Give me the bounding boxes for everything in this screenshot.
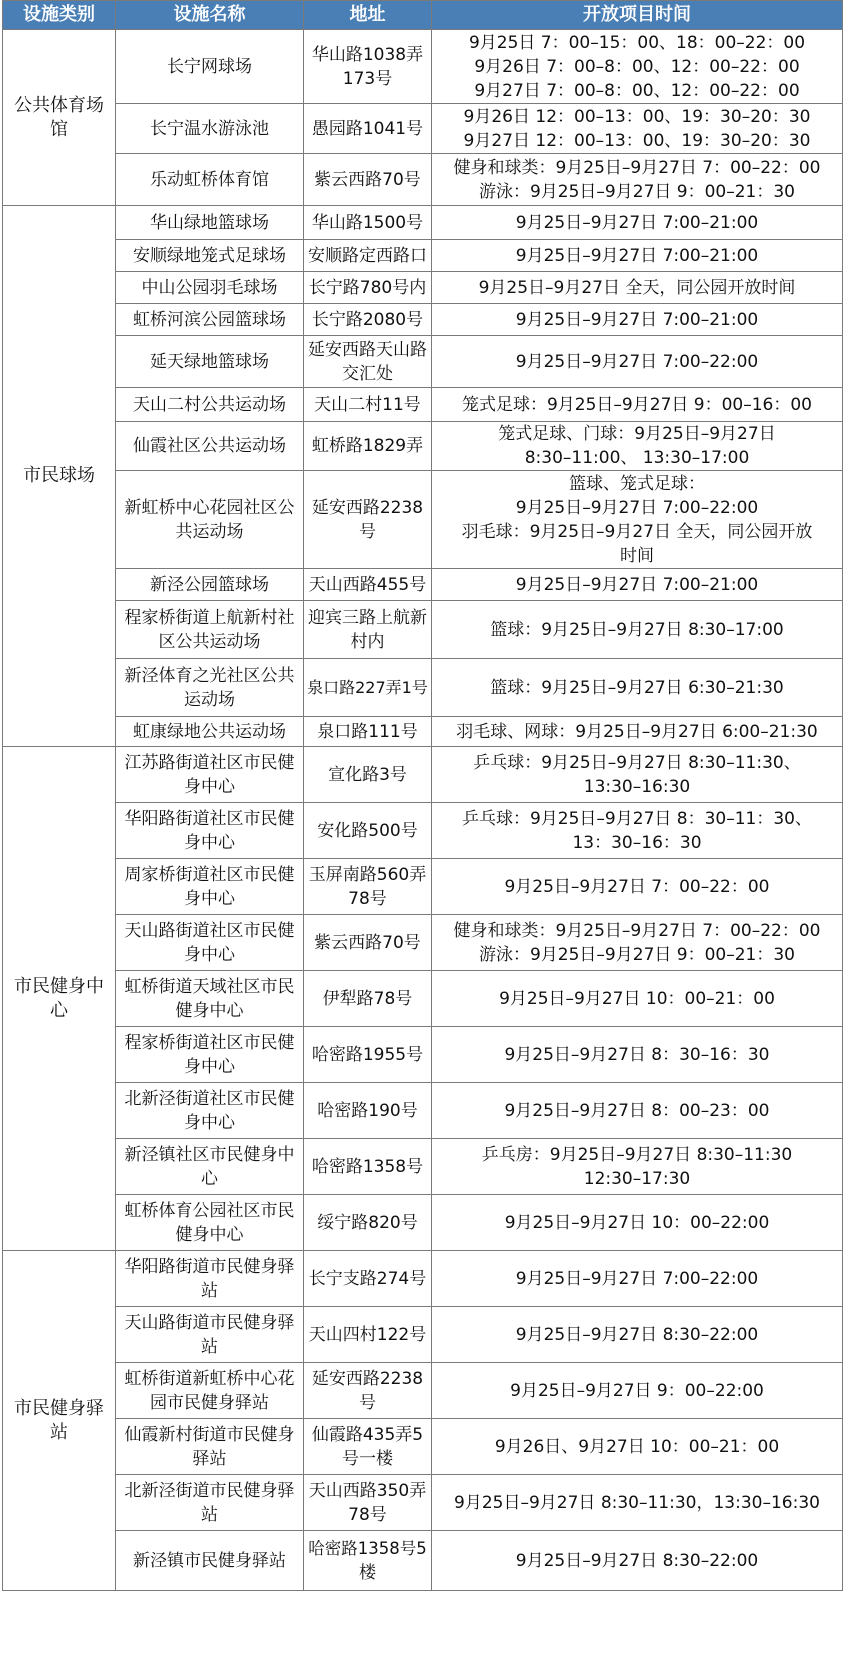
facility-hours xyxy=(432,1307,843,1363)
facility-hours xyxy=(432,1419,843,1475)
facility-name: 天山二村公共运动场 xyxy=(116,388,304,422)
facility-address xyxy=(304,1083,432,1139)
facility-hours xyxy=(432,601,843,659)
hours-line: 乒乓球：9月25日–9月27日 8：30–11：30、 xyxy=(461,808,812,829)
address-line: 华山路1500号 xyxy=(311,212,424,233)
facility-name: 虹康绿地公共运动场 xyxy=(116,717,304,747)
facility-name: 周家桥街道社区市民健身中心 xyxy=(116,859,304,915)
hours-line: 9月25日–9月27日 8:30–11:30，13:30–16:30 xyxy=(454,1492,820,1513)
facility-name: 程家桥街道上航新村社区公共运动场 xyxy=(116,601,304,659)
facility-name: 江苏路街道社区市民健身中心 xyxy=(116,747,304,803)
table-row xyxy=(3,154,843,206)
facility-name: 新泾镇社区市民健身中心 xyxy=(116,1139,304,1195)
facility-address xyxy=(304,154,432,206)
facility-hours xyxy=(432,717,843,747)
facility-name: 华阳路街道社区市民健身中心 xyxy=(116,803,304,859)
facility-address xyxy=(304,859,432,915)
address-line: 延安西路2238 xyxy=(311,497,424,518)
hours-line: 9月25日–9月27日 9：00–22:00 xyxy=(510,1380,764,1401)
facility-name: 新虹桥中心花园社区公共运动场 xyxy=(116,471,304,569)
facility-hours xyxy=(432,422,843,471)
table-row xyxy=(3,1419,843,1475)
table-row xyxy=(3,717,843,747)
hours-line: 9月25日–9月27日 7:00–21:00 xyxy=(515,309,759,330)
address-line: 天山西路455号 xyxy=(308,574,427,595)
facility-hours xyxy=(432,206,843,240)
address-line: 交汇处 xyxy=(342,363,393,384)
facility-address xyxy=(304,1419,432,1475)
facility-hours xyxy=(432,104,843,154)
header-name: 设施名称 xyxy=(116,1,304,30)
hours-line: 篮球：9月25日–9月27日 8:30–17:00 xyxy=(490,619,784,640)
table-row xyxy=(3,747,843,803)
facility-hours xyxy=(432,272,843,304)
facility-address xyxy=(304,1251,432,1307)
facility-name: 虹桥河滨公园篮球场 xyxy=(116,304,304,336)
facility-address xyxy=(304,569,432,601)
address-line: 延安西路2238 xyxy=(311,1368,424,1389)
facility-hours xyxy=(432,30,843,104)
hours-line: 8:30–11:00、 13:30–17:00 xyxy=(524,448,750,468)
facility-hours xyxy=(432,859,843,915)
hours-line: 9月25日–9月27日 7:00–21:00 xyxy=(515,245,759,266)
address-line: 天山二村11号 xyxy=(314,394,421,415)
address-line: 号 xyxy=(359,1392,376,1413)
facility-name: 仙霞社区公共运动场 xyxy=(116,422,304,471)
facility-hours xyxy=(432,803,843,859)
header-address: 地址 xyxy=(304,1,432,30)
table-header-row xyxy=(3,1,843,30)
hours-line: 健身和球类：9月25日–9月27日 7：00–22：00 xyxy=(453,920,821,941)
table-row xyxy=(3,569,843,601)
hours-line: 13:30–16:30 xyxy=(583,776,691,797)
address-line: 哈密路1955号 xyxy=(311,1044,424,1065)
header-category: 设施类别 xyxy=(3,1,116,30)
table-row xyxy=(3,1251,843,1307)
facility-address xyxy=(304,601,432,659)
table-row xyxy=(3,915,843,971)
facility-name: 新泾公园篮球场 xyxy=(116,569,304,601)
facility-name: 虹桥街道新虹桥中心花园市民健身驿站 xyxy=(116,1363,304,1419)
facility-hours xyxy=(432,1195,843,1251)
table-row xyxy=(3,471,843,569)
address-line: 楼 xyxy=(359,1562,376,1583)
facility-hours xyxy=(432,1251,843,1307)
address-line: 号 xyxy=(359,521,376,542)
hours-line: 篮球、笼式足球： xyxy=(569,473,705,494)
table-row xyxy=(3,30,843,104)
facility-name: 北新泾街道社区市民健身中心 xyxy=(116,1083,304,1139)
address-line: 173号 xyxy=(342,68,393,89)
facility-schedule-table xyxy=(2,0,843,1591)
table-row xyxy=(3,1475,843,1531)
facility-address xyxy=(304,1475,432,1531)
facility-address xyxy=(304,1027,432,1083)
facility-address xyxy=(304,471,432,569)
facility-address xyxy=(304,206,432,240)
facility-name: 长宁温水游泳池 xyxy=(116,104,304,154)
hours-line: 时间 xyxy=(620,545,654,566)
facility-address xyxy=(304,659,432,717)
facility-category: 市民健身驿站 xyxy=(3,1251,116,1591)
hours-line: 游泳：9月25日–9月27日 9：00–21：30 xyxy=(478,944,795,965)
facility-name: 延天绿地篮球场 xyxy=(116,336,304,388)
table-row xyxy=(3,104,843,154)
address-line: 78号 xyxy=(348,1504,387,1525)
facility-hours xyxy=(432,1083,843,1139)
hours-line: 9月25日–9月27日 8：30–16：30 xyxy=(504,1044,770,1065)
facility-category: 市民球场 xyxy=(3,206,116,747)
facility-name: 仙霞新村街道市民健身驿站 xyxy=(116,1419,304,1475)
address-line: 78号 xyxy=(348,888,387,909)
facility-name: 虹桥体育公园社区市民健身中心 xyxy=(116,1195,304,1251)
facility-address xyxy=(304,388,432,422)
table-row xyxy=(3,1027,843,1083)
facility-name: 新泾体育之光社区公共运动场 xyxy=(116,659,304,717)
hours-line: 9月27日 12：00–13：00、19：30–20：30 xyxy=(463,130,811,151)
facility-name: 乐动虹桥体育馆 xyxy=(116,154,304,206)
facility-address xyxy=(304,422,432,471)
hours-line: 游泳：9月25日–9月27日 9：00–21：30 xyxy=(478,181,795,202)
address-line: 长宁路780号内 xyxy=(308,277,427,298)
table-row xyxy=(3,240,843,272)
facility-hours xyxy=(432,659,843,717)
facility-address xyxy=(304,1531,432,1591)
facility-hours xyxy=(432,304,843,336)
facility-address xyxy=(304,30,432,104)
table-row xyxy=(3,206,843,240)
facility-category: 市民健身中心 xyxy=(3,747,116,1251)
table-row xyxy=(3,272,843,304)
table-row xyxy=(3,336,843,388)
facility-address xyxy=(304,803,432,859)
facility-name: 新泾镇市民健身驿站 xyxy=(116,1531,304,1591)
hours-line: 9月25日–9月27日 8:30–22:00 xyxy=(515,1324,759,1345)
facility-address xyxy=(304,1195,432,1251)
address-line: 延安西路天山路 xyxy=(308,339,427,360)
facility-name: 长宁网球场 xyxy=(116,30,304,104)
address-line: 号一楼 xyxy=(342,1448,393,1469)
hours-line: 健身和球类：9月25日–9月27日 7：00–22：00 xyxy=(453,157,821,178)
address-line: 天山西路350弄 xyxy=(308,1480,427,1501)
address-line: 华山路1038弄 xyxy=(311,44,424,65)
hours-line: 9月25日–9月27日 10：00–21：00 xyxy=(499,988,775,1009)
facility-address xyxy=(304,915,432,971)
facility-hours xyxy=(432,1363,843,1419)
hours-line: 9月25日–9月27日 8：00–23：00 xyxy=(504,1100,770,1121)
address-line: 哈密路1358号 xyxy=(311,1156,424,1177)
hours-line: 羽毛球、网球：9月25日–9月27日 6:00–21:30 xyxy=(456,721,818,742)
address-line: 伊犁路78号 xyxy=(322,988,413,1009)
facility-name: 华阳路街道市民健身驿站 xyxy=(116,1251,304,1307)
address-line: 紫云西路70号 xyxy=(314,932,421,953)
table-row xyxy=(3,1139,843,1195)
facility-hours xyxy=(432,240,843,272)
address-line: 愚园路1041号 xyxy=(311,118,424,139)
table-row xyxy=(3,1307,843,1363)
hours-line: 9月25日–9月27日 7:00–21:00 xyxy=(515,574,759,595)
facility-address xyxy=(304,717,432,747)
table-row xyxy=(3,1363,843,1419)
facility-address xyxy=(304,971,432,1027)
table-row xyxy=(3,659,843,717)
hours-line: 笼式足球：9月25日–9月27日 9：00–16：00 xyxy=(461,394,812,415)
hours-line: 9月25日–9月27日 7:00–21:00 xyxy=(515,212,759,233)
facility-name: 中山公园羽毛球场 xyxy=(116,272,304,304)
facility-hours xyxy=(432,915,843,971)
facility-name: 虹桥街道天域社区市民健身中心 xyxy=(116,971,304,1027)
hours-line: 羽毛球：9月25日–9月27日 全天，同公园开放 xyxy=(461,521,813,542)
address-line: 仙霞路435弄5 xyxy=(311,1424,424,1445)
address-line: 安化路500号 xyxy=(317,820,418,841)
hours-line: 9月26日 12：00–13：00、19：30–20：30 xyxy=(463,106,811,127)
table-row xyxy=(3,1083,843,1139)
address-line: 村内 xyxy=(350,631,385,652)
facility-address xyxy=(304,1139,432,1195)
facility-hours xyxy=(432,747,843,803)
address-line: 长宁支路274号 xyxy=(308,1268,427,1289)
facility-name: 安顺绿地笼式足球场 xyxy=(116,240,304,272)
table-row xyxy=(3,1531,843,1591)
address-line: 宣化路3号 xyxy=(328,764,407,785)
address-line: 玉屏南路560弄 xyxy=(308,864,427,885)
facility-hours xyxy=(432,971,843,1027)
address-line: 哈密路190号 xyxy=(317,1100,418,1121)
hours-line: 篮球：9月25日–9月27日 6:30–21:30 xyxy=(490,677,784,698)
facility-hours xyxy=(432,336,843,388)
facility-hours xyxy=(432,154,843,206)
hours-line: 9月25日 7：00–15：00、18：00–22：00 xyxy=(468,32,806,53)
facility-name: 华山绿地篮球场 xyxy=(116,206,304,240)
hours-line: 9月26日 7：00–8：00、12：00–22：00 xyxy=(474,56,800,77)
facility-hours xyxy=(432,569,843,601)
facility-name: 天山路街道市民健身驿站 xyxy=(116,1307,304,1363)
address-line: 天山四村122号 xyxy=(308,1324,427,1345)
table-row xyxy=(3,422,843,471)
hours-line: 乒乓球：9月25日–9月27日 8:30–11:30、 xyxy=(473,752,801,773)
facility-address xyxy=(304,336,432,388)
header-hours: 开放项目时间 xyxy=(432,1,843,30)
facility-address xyxy=(304,104,432,154)
facility-hours xyxy=(432,471,843,569)
address-line: 长宁路2080号 xyxy=(311,309,424,330)
facility-address xyxy=(304,747,432,803)
facility-hours xyxy=(432,1531,843,1591)
table-row xyxy=(3,304,843,336)
address-line: 安顺路定西路口 xyxy=(308,245,427,266)
hours-line: 9月25日–9月27日 7:00–22:00 xyxy=(515,351,759,372)
facility-address xyxy=(304,304,432,336)
address-line: 泉口路227弄1号 xyxy=(307,677,428,697)
hours-line: 9月25日–9月27日 全天，同公园开放时间 xyxy=(478,277,796,298)
table-row xyxy=(3,859,843,915)
hours-line: 9月25日–9月27日 8:30–22:00 xyxy=(515,1550,759,1571)
hours-line: 乒乓房：9月25日–9月27日 8:30–11:30 xyxy=(481,1144,793,1165)
hours-line: 9月27日 7：00–8：00、12：00–22：00 xyxy=(474,80,800,101)
facility-hours xyxy=(432,388,843,422)
hours-line: 笼式足球、门球：9月25日–9月27日 xyxy=(498,424,776,444)
table-row xyxy=(3,971,843,1027)
facility-category: 公共体育场馆 xyxy=(3,30,116,206)
hours-line: 13：30–16：30 xyxy=(572,832,702,853)
address-line: 紫云西路70号 xyxy=(314,169,421,190)
facility-hours xyxy=(432,1475,843,1531)
facility-address xyxy=(304,1307,432,1363)
facility-address xyxy=(304,1363,432,1419)
facility-address xyxy=(304,272,432,304)
table-row xyxy=(3,1195,843,1251)
facility-name: 北新泾街道市民健身驿站 xyxy=(116,1475,304,1531)
table-body xyxy=(3,30,843,1591)
facility-address xyxy=(304,240,432,272)
address-line: 迎宾三路上航新 xyxy=(308,607,427,628)
hours-line: 9月25日–9月27日 10：00–22:00 xyxy=(504,1212,770,1233)
facility-name: 程家桥街道社区市民健身中心 xyxy=(116,1027,304,1083)
hours-line: 9月25日–9月27日 7:00–22:00 xyxy=(515,1268,759,1289)
address-line: 哈密路1358号5 xyxy=(308,1538,427,1558)
hours-line: 9月25日–9月27日 7：00–22：00 xyxy=(504,876,770,897)
table-row xyxy=(3,388,843,422)
hours-line: 12:30–17:30 xyxy=(583,1168,691,1189)
table-row xyxy=(3,601,843,659)
facility-hours xyxy=(432,1027,843,1083)
table-row xyxy=(3,803,843,859)
facility-hours xyxy=(432,1139,843,1195)
facility-name: 天山路街道社区市民健身中心 xyxy=(116,915,304,971)
address-line: 泉口路111号 xyxy=(317,721,418,742)
address-line: 绥宁路820号 xyxy=(317,1212,418,1233)
hours-line: 9月26日、9月27日 10：00–21：00 xyxy=(494,1436,780,1457)
hours-line: 9月25日–9月27日 7:00–22:00 xyxy=(515,497,759,518)
address-line: 虹桥路1829弄 xyxy=(311,436,424,456)
